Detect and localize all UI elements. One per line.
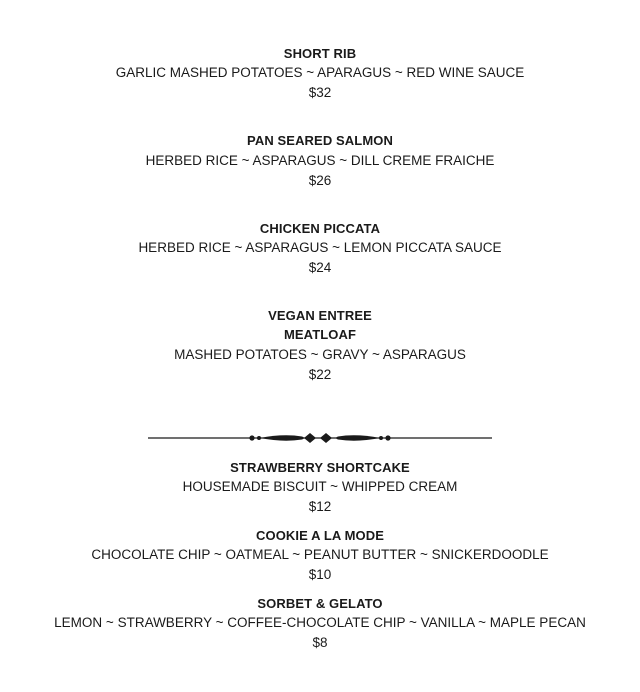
menu-item-description: HOUSEMADE BISCUIT ~ WHIPPED CREAM	[182, 479, 458, 494]
menu-item-name: STRAWBERRY SHORTCAKE	[230, 460, 410, 475]
menu-item-price: $22	[308, 367, 332, 382]
menu-item-name: SORBET & GELATO	[257, 596, 383, 611]
menu-item-name: VEGAN ENTREE	[268, 308, 372, 323]
ornamental-divider-icon	[148, 429, 492, 447]
menu-item-description: MASHED POTATOES ~ GRAVY ~ ASPARAGUS	[174, 347, 466, 362]
menu-item-price: $24	[308, 260, 332, 275]
menu-item-price: $26	[308, 173, 332, 188]
menu-item-price: $8	[312, 635, 328, 650]
menu-item-description: CHOCOLATE CHIP ~ OATMEAL ~ PEANUT BUTTER ~ SNICKERDOODLE	[91, 547, 549, 562]
menu-item-description: LEMON ~ STRAWBERRY ~ COFFEE-CHOCOLATE CHIP ~ VANILLA ~ MAPLE PECAN	[54, 615, 586, 630]
menu-item-name: PAN SEARED SALMON	[247, 133, 393, 148]
menu-item-price: $10	[308, 567, 332, 582]
menu-item-description: HERBED RICE ~ ASPARAGUS ~ DILL CREME FRAICHE	[145, 153, 495, 168]
menu-item-price: $12	[308, 499, 332, 514]
menu-item-name: CHICKEN PICCATA	[259, 221, 381, 236]
menu-item-subname: MEATLOAF	[283, 327, 357, 342]
menu-item-name: COOKIE A LA MODE	[256, 528, 384, 543]
menu-item-price: $32	[308, 85, 332, 100]
menu-item-name: SHORT RIB	[283, 46, 357, 61]
menu-item-description: HERBED RICE ~ ASPARAGUS ~ LEMON PICCATA SAUCE	[138, 240, 502, 255]
menu-item-description: GARLIC MASHED POTATOES ~ APARAGUS ~ RED WINE SAUCE	[115, 65, 525, 80]
